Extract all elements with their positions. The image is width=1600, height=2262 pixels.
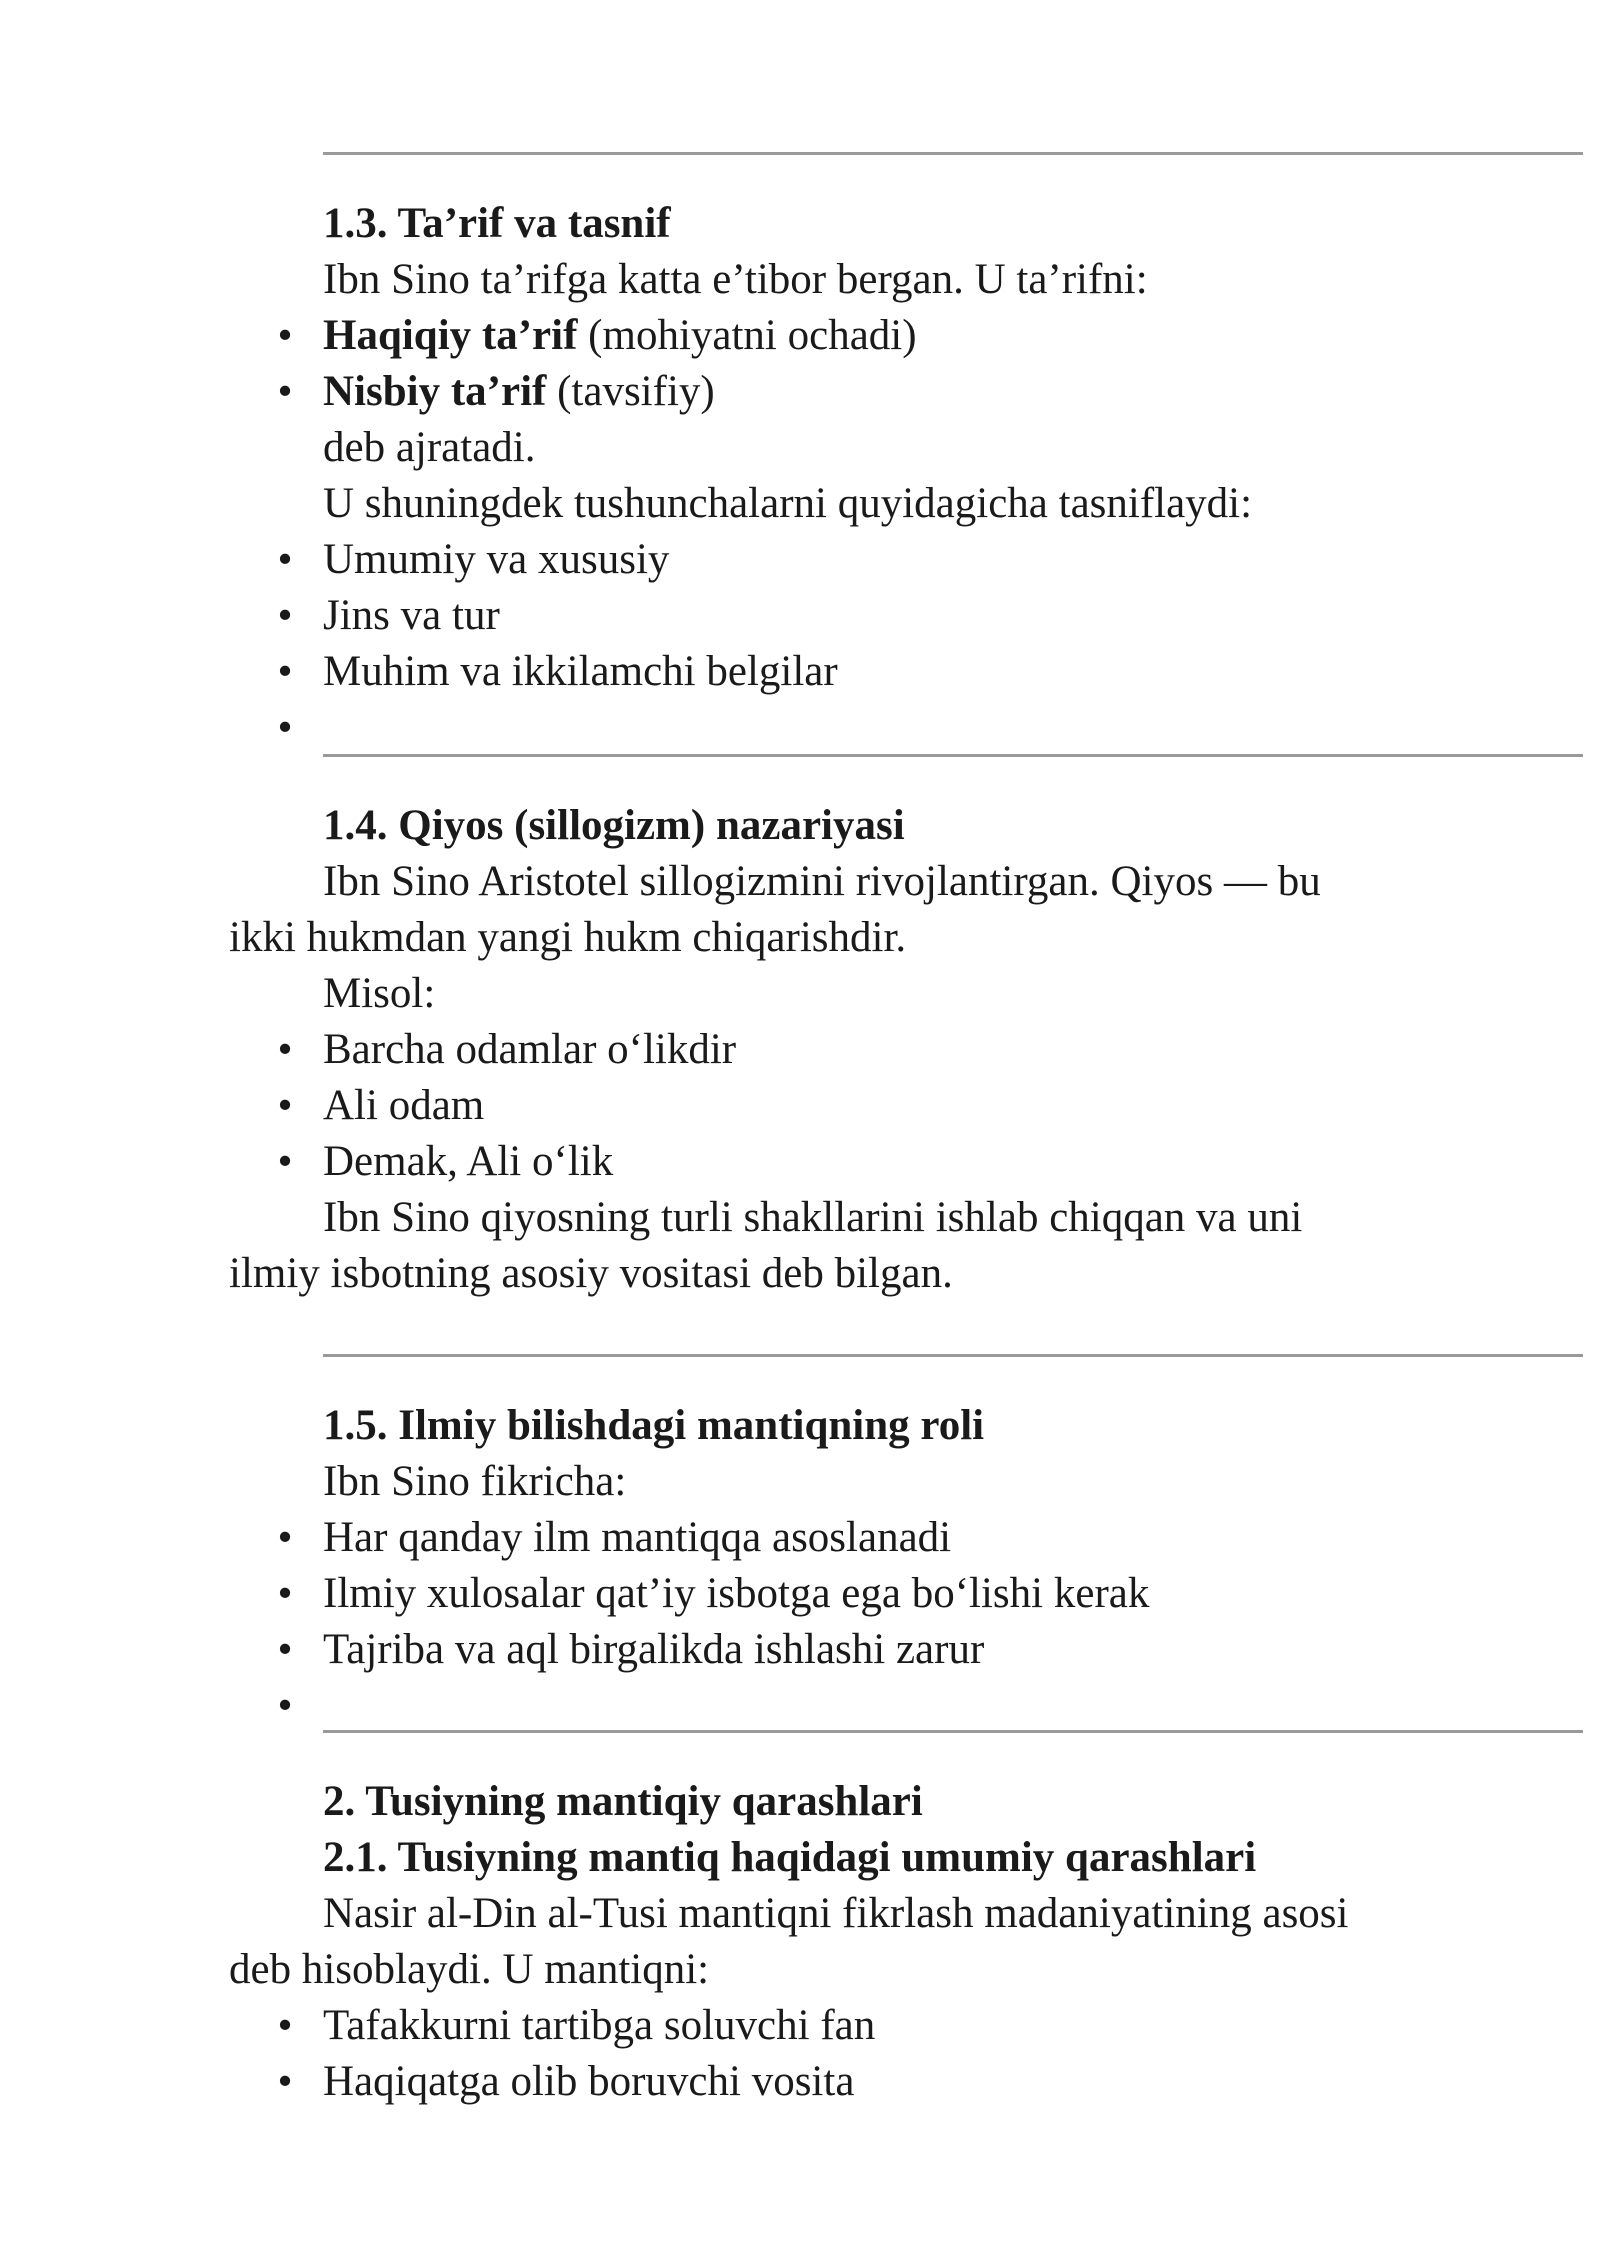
list-item: Demak, Ali o‘lik (323, 1138, 614, 1185)
bullet-icon: • (277, 536, 293, 583)
paragraph-line: Nasir al-Din al-Tusi mantiqni fikrlash madaniyatining asosi (323, 1890, 1349, 1937)
bullet-icon: • (277, 704, 293, 751)
bullet-icon: • (277, 368, 293, 415)
bullet-icon: • (277, 648, 293, 695)
list-item (323, 308, 917, 364)
paragraph: Ibn Sino fikricha: (323, 1458, 627, 1505)
horizontal-rule (323, 152, 1583, 155)
bullet-icon: • (277, 1626, 293, 1673)
bold-term: Haqiqiy ta’rif (323, 312, 578, 359)
list-item: Barcha odamlar o‘likdir (323, 1026, 737, 1073)
bold-term: Nisbiy ta’rif (323, 368, 547, 415)
paragraph: Ibn Sino ta’rifga katta e’tibor bergan. U ta’rifni: (323, 256, 1148, 303)
example-label: Misol: (323, 970, 436, 1017)
bullet-icon: • (277, 1682, 293, 1729)
section-heading-1-5: 1.5. Ilmiy bilishdagi mantiqning roli (323, 1402, 985, 1449)
section-heading-1-3: 1.3. Ta’rif va tasnif (323, 200, 671, 247)
bullet-icon: • (277, 592, 293, 639)
paragraph-line: Ibn Sino qiyosning turli shakllarini ishlab chiqqan va uni (323, 1194, 1303, 1241)
bullet-icon: • (277, 1138, 293, 1185)
bullet-icon: • (277, 1514, 293, 1561)
horizontal-rule (323, 1354, 1583, 1357)
section-heading-2-1: 2.1. Tusiyning mantiq haqidagi umumiy qarashlari (323, 1834, 1257, 1881)
bullet-icon: • (277, 1082, 293, 1129)
paragraph-line: deb hisoblaydi. U mantiqni: (229, 1946, 710, 1993)
horizontal-rule (323, 1730, 1583, 1733)
bullet-icon: • (277, 2002, 293, 2049)
bullet-icon: • (277, 312, 293, 359)
list-item: Muhim va ikkilamchi belgilar (323, 648, 838, 695)
list-item: Jins va tur (323, 592, 500, 639)
paragraph-line: ilmiy isbotning asosiy vositasi deb bilgan. (229, 1250, 953, 1297)
list-item: Tajriba va aql birgalikda ishlashi zarur (323, 1626, 985, 1673)
list-item: Ilmiy xulosalar qat’iy isbotga ega bo‘lishi kerak (323, 1570, 1150, 1617)
bullet-icon: • (277, 1026, 293, 1073)
horizontal-rule (323, 754, 1583, 757)
section-heading-1-4: 1.4. Qiyos (sillogizm) nazariyasi (323, 802, 905, 849)
paragraph: deb ajratadi. (323, 424, 536, 471)
paragraph-line: Ibn Sino Aristotel sillogizmini rivojlantirgan. Qiyos — bu (323, 858, 1321, 905)
bullet-icon: • (277, 1570, 293, 1617)
paragraph-line: ikki hukmdan yangi hukm chiqarishdir. (229, 914, 907, 961)
list-item (323, 364, 715, 420)
term-note: (tavsifiy) (546, 368, 715, 415)
list-item: Ali odam (323, 1082, 485, 1129)
section-heading-2: 2. Tusiyning mantiqiy qarashlari (323, 1778, 923, 1825)
bullet-icon: • (277, 2058, 293, 2105)
list-item: Umumiy va xususiy (323, 536, 670, 583)
list-item: Har qanday ilm mantiqqa asoslanadi (323, 1514, 952, 1561)
paragraph: U shuningdek tushunchalarni quyidagicha tasniflaydi: (323, 480, 1253, 527)
list-item: Tafakkurni tartibga soluvchi fan (323, 2002, 876, 2049)
term-note: (mohiyatni ochadi) (577, 312, 917, 359)
list-item: Haqiqatga olib boruvchi vosita (323, 2058, 855, 2105)
